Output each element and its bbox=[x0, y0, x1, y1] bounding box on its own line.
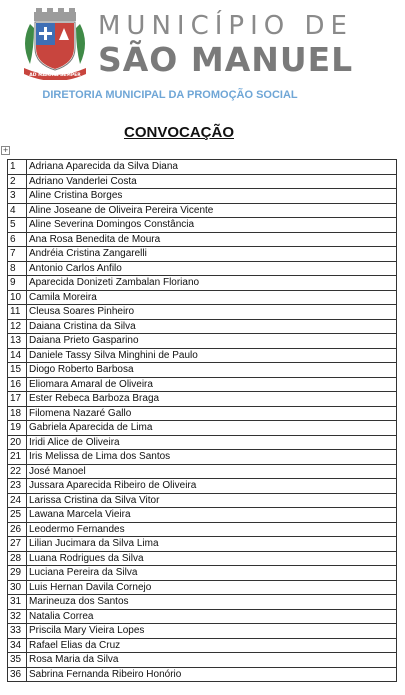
row-number: 14 bbox=[8, 348, 27, 363]
table-row bbox=[8, 638, 397, 653]
row-number: 22 bbox=[8, 464, 27, 479]
row-number: 13 bbox=[8, 334, 27, 349]
row-number: 5 bbox=[8, 218, 27, 233]
row-number: 16 bbox=[8, 377, 27, 392]
row-number: 15 bbox=[8, 363, 27, 378]
row-number: 24 bbox=[8, 493, 27, 508]
person-name: Adriano Vanderlei Costa bbox=[27, 174, 397, 189]
person-name: Cleusa Soares Pinheiro bbox=[27, 305, 397, 320]
person-name: Eliomara Amaral de Oliveira bbox=[27, 377, 397, 392]
table-row bbox=[8, 493, 397, 508]
person-name: Priscila Mary Vieira Lopes bbox=[27, 624, 397, 639]
person-name: Luana Rodrigues da Silva bbox=[27, 551, 397, 566]
motto-text: AD MAIORA SEMPER bbox=[29, 73, 81, 78]
person-name: José Manoel bbox=[27, 464, 397, 479]
row-number: 3 bbox=[8, 189, 27, 204]
person-name: Andréia Cristina Zangarelli bbox=[27, 247, 397, 262]
person-name: Luis Hernan Davila Cornejo bbox=[27, 580, 397, 595]
person-name: Antonio Carlos Anfilo bbox=[27, 261, 397, 276]
person-name: Luciana Pereira da Silva bbox=[27, 566, 397, 581]
person-name: Lilian Jucimara da Silva Lima bbox=[27, 537, 397, 552]
row-number: 35 bbox=[8, 653, 27, 668]
person-name: Marineuza dos Santos bbox=[27, 595, 397, 610]
table-row bbox=[8, 653, 397, 668]
table-row bbox=[8, 189, 397, 204]
department-subtitle: DIRETORIA MUNICIPAL DA PROMOÇÃO SOCIAL bbox=[42, 89, 298, 101]
table-row bbox=[8, 247, 397, 262]
table-row bbox=[8, 377, 397, 392]
person-name: Leodermo Fernandes bbox=[27, 522, 397, 537]
row-number: 6 bbox=[8, 232, 27, 247]
municipal-coat-of-arms-logo bbox=[20, 8, 90, 80]
person-name: Camila Moreira bbox=[27, 290, 397, 305]
row-number: 9 bbox=[8, 276, 27, 291]
row-number: 20 bbox=[8, 435, 27, 450]
table-row bbox=[8, 595, 397, 610]
document-title: CONVOCAÇÃO bbox=[123, 124, 234, 141]
person-name: Iridi Alice de Oliveira bbox=[27, 435, 397, 450]
person-name: Daiana Prieto Gasparino bbox=[27, 334, 397, 349]
row-number: 36 bbox=[8, 667, 27, 682]
person-name: Sabrina Fernanda Ribeiro Honório bbox=[27, 667, 397, 682]
row-number: 25 bbox=[8, 508, 27, 523]
table-row bbox=[8, 363, 397, 378]
row-number: 7 bbox=[8, 247, 27, 262]
person-name: Rosa Maria da Silva bbox=[27, 653, 397, 668]
row-number: 27 bbox=[8, 537, 27, 552]
table-row bbox=[8, 609, 397, 624]
table-row bbox=[8, 348, 397, 363]
table-row bbox=[8, 160, 397, 175]
row-number: 11 bbox=[8, 305, 27, 320]
table-row bbox=[8, 290, 397, 305]
row-number: 4 bbox=[8, 203, 27, 218]
municipio-label: MUNICÍPIO DE bbox=[98, 11, 353, 41]
person-name: Aline Joseane de Oliveira Pereira Vicente bbox=[27, 203, 397, 218]
row-number: 8 bbox=[8, 261, 27, 276]
table-row bbox=[8, 537, 397, 552]
table-row bbox=[8, 667, 397, 682]
person-name: Iris Melissa de Lima dos Santos bbox=[27, 450, 397, 465]
table-row bbox=[8, 203, 397, 218]
table-row bbox=[8, 406, 397, 421]
row-number: 23 bbox=[8, 479, 27, 494]
person-name: Jussara Aparecida Ribeiro de Oliveira bbox=[27, 479, 397, 494]
row-number: 18 bbox=[8, 406, 27, 421]
table-row bbox=[8, 392, 397, 407]
row-number: 30 bbox=[8, 580, 27, 595]
person-name: Larissa Cristina da Silva Vitor bbox=[27, 493, 397, 508]
table-row bbox=[8, 174, 397, 189]
person-name: Adriana Aparecida da Silva Diana bbox=[27, 160, 397, 175]
row-number: 19 bbox=[8, 421, 27, 436]
city-name: SÃO MANUEL bbox=[98, 40, 354, 79]
person-name: Ana Rosa Benedita de Moura bbox=[27, 232, 397, 247]
row-number: 21 bbox=[8, 450, 27, 465]
person-name: Gabriela Aparecida de Lima bbox=[27, 421, 397, 436]
table-row bbox=[8, 421, 397, 436]
row-number: 10 bbox=[8, 290, 27, 305]
row-number: 26 bbox=[8, 522, 27, 537]
table-row bbox=[8, 218, 397, 233]
person-name: Filomena Nazaré Gallo bbox=[27, 406, 397, 421]
table-row bbox=[8, 305, 397, 320]
table-row bbox=[8, 508, 397, 523]
person-name: Lawana Marcela Vieira bbox=[27, 508, 397, 523]
table-row bbox=[8, 435, 397, 450]
row-number: 34 bbox=[8, 638, 27, 653]
letterhead bbox=[0, 0, 405, 90]
person-name: Ester Rebeca Barboza Braga bbox=[27, 392, 397, 407]
row-number: 2 bbox=[8, 174, 27, 189]
table-row bbox=[8, 551, 397, 566]
row-number: 28 bbox=[8, 551, 27, 566]
row-number: 12 bbox=[8, 319, 27, 334]
table-row bbox=[8, 580, 397, 595]
table-move-handle-icon[interactable]: + bbox=[2, 146, 9, 154]
row-number: 31 bbox=[8, 595, 27, 610]
table-row bbox=[8, 479, 397, 494]
person-name: Daiana Cristina da Silva bbox=[27, 319, 397, 334]
row-number: 17 bbox=[8, 392, 27, 407]
table-row bbox=[8, 464, 397, 479]
table-row bbox=[8, 522, 397, 537]
table-row bbox=[8, 450, 397, 465]
person-name: Natalia Correa bbox=[27, 609, 397, 624]
table-row bbox=[8, 232, 397, 247]
table-row bbox=[8, 261, 397, 276]
person-name: Aline Cristina Borges bbox=[27, 189, 397, 204]
table-row bbox=[8, 334, 397, 349]
row-number: 1 bbox=[8, 160, 27, 175]
table-row bbox=[8, 319, 397, 334]
person-name: Daniele Tassy Silva Minghini de Paulo bbox=[27, 348, 397, 363]
table-row bbox=[8, 624, 397, 639]
row-number: 32 bbox=[8, 609, 27, 624]
row-number: 33 bbox=[8, 624, 27, 639]
convocation-table bbox=[7, 159, 397, 682]
row-number: 29 bbox=[8, 566, 27, 581]
person-name: Diogo Roberto Barbosa bbox=[27, 363, 397, 378]
table-row bbox=[8, 276, 397, 291]
person-name: Rafael Elias da Cruz bbox=[27, 638, 397, 653]
table-row bbox=[8, 566, 397, 581]
person-name: Aline Severina Domingos Constância bbox=[27, 218, 397, 233]
person-name: Aparecida Donizeti Zambalan Floriano bbox=[27, 276, 397, 291]
